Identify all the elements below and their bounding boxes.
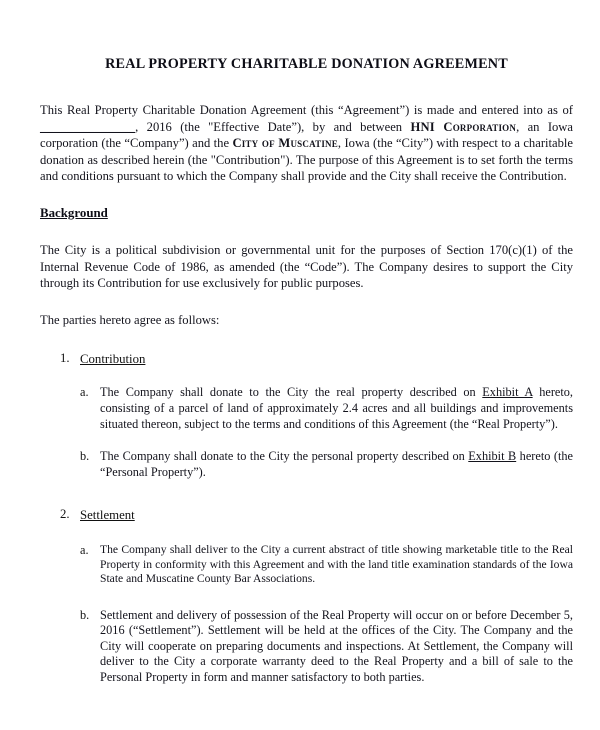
sub-clause-2a xyxy=(80,543,573,586)
company-name: HNI Corporation xyxy=(410,119,517,134)
sub-clause-list xyxy=(80,543,573,685)
clause-title: Settlement xyxy=(80,508,135,523)
clause-list xyxy=(40,350,573,685)
intro-text-part3: , an Iowa corporation (the “Company”) and the xyxy=(40,119,573,151)
clause-contribution xyxy=(40,350,573,480)
sub-clause-marker: b. xyxy=(80,449,90,464)
exhibit-reference: Exhibit A xyxy=(482,385,533,400)
clause-number: 2. xyxy=(60,507,70,522)
sub-clause-marker: a. xyxy=(80,543,89,558)
sub-clause-text xyxy=(100,385,573,432)
exhibit-reference: Exhibit B xyxy=(468,449,517,464)
intro-paragraph xyxy=(40,102,573,185)
clause-settlement xyxy=(40,506,573,685)
sub-clause-marker: a. xyxy=(80,385,89,400)
agreement-lead-in: The parties hereto agree as follows: xyxy=(40,312,220,327)
clause-number: 1. xyxy=(60,351,70,366)
sub-clause-text-before: The Company shall donate to the City the personal property described on xyxy=(100,449,469,464)
sub-clause-1b xyxy=(80,449,573,480)
sub-clause-1a xyxy=(80,385,573,432)
city-name: City of Muscatine xyxy=(232,136,338,151)
sub-clause-text-before: Settlement and delivery of possession of the Real Property will occur on or before December 5, 2016 (“Settlement”). Settlement will be held at the offices of the City. The Company and the City will cooperate on preparing documents and inspections. At Settlement, the Company will deliver to the City a corporate warranty deed to the Real Property and a bill of sale to the Personal Property in form and manner satisfactory to both parties. xyxy=(100,607,573,684)
intro-text-part2: , 2016 (the "Effective Date”), by and between xyxy=(135,119,411,134)
sub-clause-text xyxy=(100,543,573,586)
sub-clause-marker: b. xyxy=(80,607,90,622)
effective-date-blank: ______________ xyxy=(40,119,136,134)
sub-clause-text-after: hereto, consisting of a parcel of land of approximately 2.4 acres and all buildings and improvements situated thereon, subject to the terms and conditions of this Agreement (the “Real Property”). xyxy=(100,385,574,431)
background-paragraph: The City is a political subdivision or governmental unit for the purposes of Section 170(c)(1) of the Internal Revenue Code of 1986, as amended (the “Code”). The Company desires to support the City through its Contribution for use exclusively for public purposes. xyxy=(40,243,573,291)
sub-clause-text-after: hereto (the “Personal Property”). xyxy=(100,449,573,479)
sub-clause-list xyxy=(80,385,573,480)
sub-clause-2b xyxy=(80,608,573,686)
intro-text-part1: This Real Property Charitable Donation Agreement (this “Agreement”) is made and entered into as of xyxy=(40,103,573,118)
sub-clause-text xyxy=(100,608,573,686)
sub-clause-text xyxy=(100,449,573,480)
clause-title: Contribution xyxy=(80,352,146,367)
intro-text-part4: , Iowa (the “City”) with respect to a charitable donation as described herein (the "Contribution"). The purpose of this Agreement is to set forth the terms and conditions pursuant to which the Company shall provide and the City shall receive the Contribution. xyxy=(40,136,573,184)
page-title: REAL PROPERTY CHARITABLE DONATION AGREEMENT xyxy=(105,56,508,72)
sub-clause-text-before: The Company shall donate to the City the real property described on xyxy=(100,385,483,400)
sub-clause-text-before: The Company shall deliver to the City a current abstract of title showing marketable title to the Real Property in conformity with this Agreement and with the land title examination standards of the Iowa State and Muscatine County Bar Associations. xyxy=(100,543,573,586)
background-heading: Background xyxy=(40,206,108,220)
